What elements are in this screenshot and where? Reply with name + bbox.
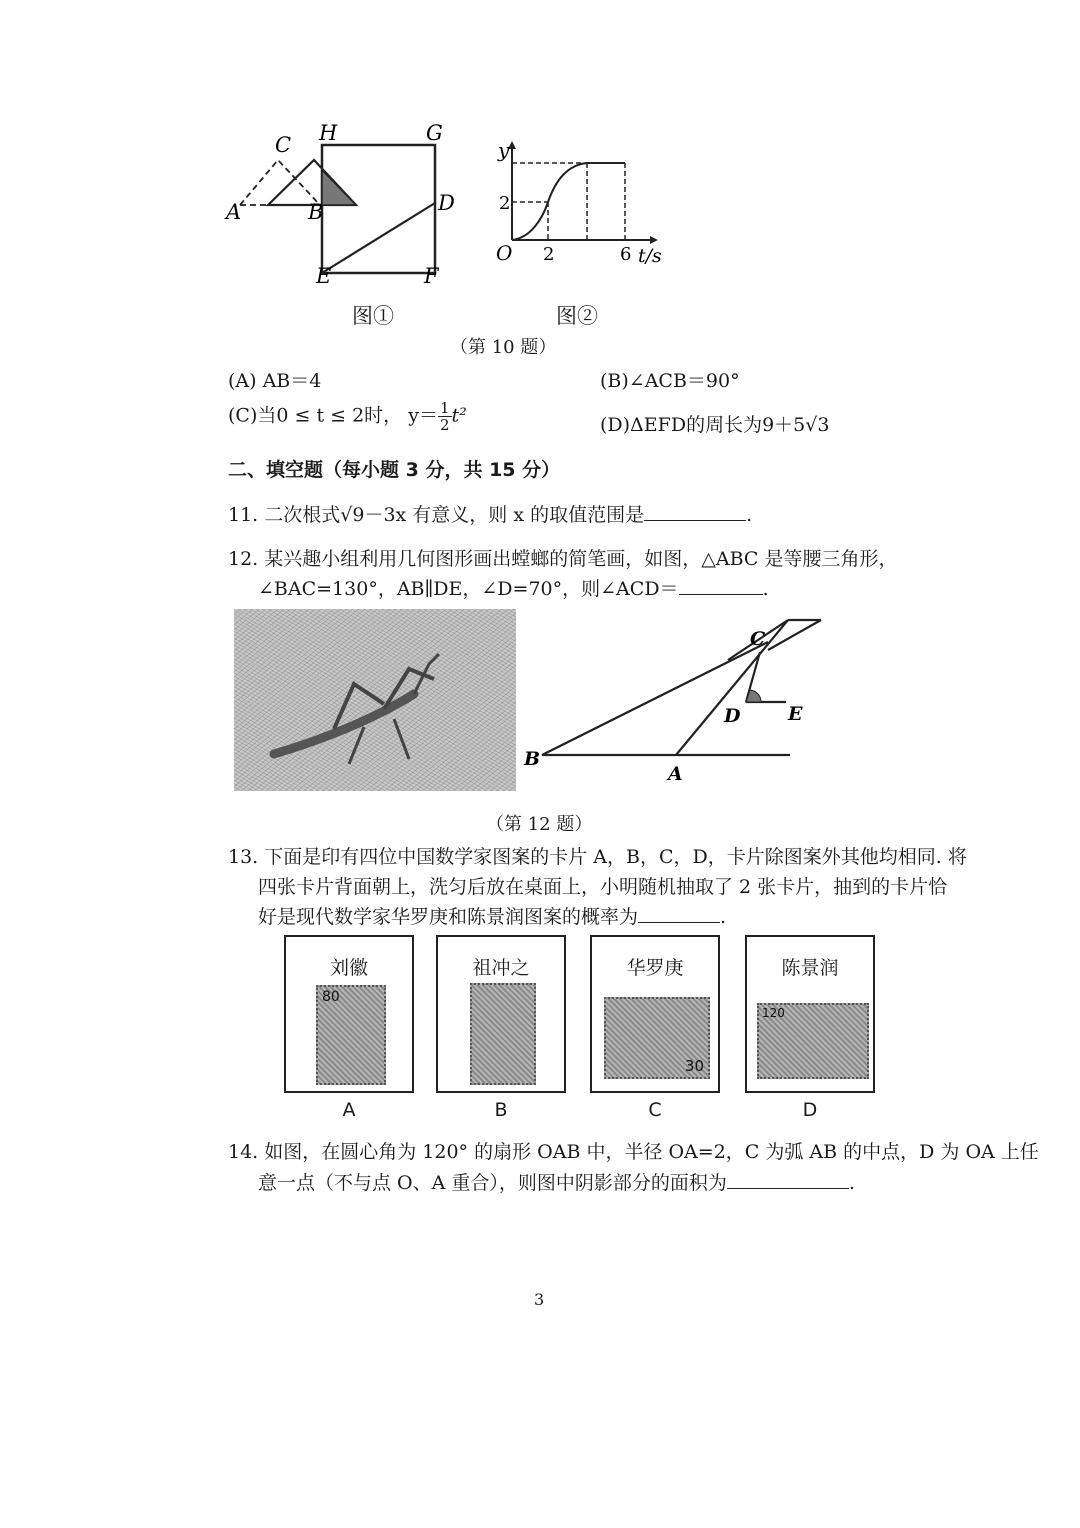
fig1-point-E: E — [316, 264, 332, 288]
mantis-photo — [234, 609, 516, 791]
fig1-point-B: B — [308, 200, 324, 224]
q11-answer-blank[interactable] — [644, 500, 746, 521]
q10-figure-2 — [490, 135, 670, 275]
q13-line3 — [258, 902, 726, 929]
fig1-point-F: F — [424, 264, 439, 288]
card-b-name: 祖冲之 — [472, 957, 530, 979]
q10-option-a: (A) AB＝4 — [228, 370, 322, 392]
q10-figure-1 — [220, 115, 460, 295]
q12-point-A: A — [668, 763, 683, 785]
card-b — [436, 935, 566, 1093]
q10-option-c-den: 2 — [439, 416, 450, 434]
q12-answer-blank[interactable] — [679, 574, 763, 595]
q11 — [228, 500, 752, 527]
q10-option-d: (D)ΔEFD的周长为9＋5√3 — [600, 414, 830, 436]
card-c-stamp — [604, 997, 710, 1079]
card-c — [590, 935, 720, 1093]
q12-line2-text: ∠BAC=130°，AB∥DE，∠D=70°，则∠ACD＝ — [258, 578, 679, 600]
q12-point-D: D — [724, 705, 741, 727]
fig2-tick-y: 2 — [499, 193, 511, 214]
q12-point-E: E — [788, 703, 803, 725]
fig1-point-G: G — [426, 121, 443, 145]
card-d-letter: D — [802, 1099, 818, 1121]
q10-option-c-prefix: (C)当0 ≤ t ≤ 2时， y＝ — [228, 404, 438, 427]
page-number: 3 — [534, 1290, 545, 1309]
q14-end: . — [848, 1172, 855, 1194]
q13-line3-text: 好是现代数学家华罗庚和陈景润图案的概率为 — [258, 906, 639, 928]
q10-option-b: (B)∠ACB＝90° — [600, 370, 740, 392]
q13-line2: 四张卡片背面朝上，洗匀后放在桌面上，小明随机抽取了 2 张卡片，抽到的卡片恰 — [258, 876, 948, 898]
q12-line1: 12. 某兴趣小组利用几何图形画出螳螂的简笔画，如图，△ABC 是等腰三角形， — [228, 548, 898, 570]
fig2-tick-x1: 2 — [543, 244, 555, 265]
card-a-name: 刘徽 — [329, 957, 368, 979]
card-a — [284, 935, 414, 1093]
card-c-name: 华罗庚 — [626, 957, 684, 979]
q10-option-c-num: 1 — [439, 399, 450, 417]
q12-point-C: C — [750, 628, 766, 650]
q10-option-c-suffix: t² — [451, 404, 467, 427]
fig2-axis-y: y — [498, 138, 510, 162]
card-a-stamp-value: 80 — [322, 989, 340, 1005]
q12-point-B: B — [524, 748, 541, 770]
card-c-stamp-value: 30 — [684, 1057, 704, 1075]
fig2-axis-x: t/s — [638, 245, 662, 267]
fig1-label: 图① — [352, 304, 394, 328]
q14-answer-blank[interactable] — [727, 1168, 849, 1189]
q13-line1: 13. 下面是印有四位中国数学家图案的卡片 A，B，C，D，卡片除图案外其他均相同. 将 — [228, 846, 967, 868]
fig2-tick-x2: 6 — [620, 244, 632, 265]
q12-figure — [518, 610, 838, 790]
q12-end: . — [762, 578, 769, 600]
card-b-letter: B — [494, 1099, 508, 1121]
fig2-label: 图② — [556, 304, 598, 328]
q12-line2 — [258, 574, 769, 601]
card-d-stamp-value: 120 — [762, 1006, 785, 1020]
q13-answer-blank[interactable] — [638, 902, 720, 923]
card-d — [745, 935, 875, 1093]
card-a-stamp — [316, 985, 386, 1085]
card-a-letter: A — [342, 1099, 356, 1121]
fig1-point-H: H — [319, 121, 338, 145]
q12-caption: （第 12 题） — [486, 814, 593, 835]
q14-line2 — [258, 1168, 855, 1195]
q10-option-c — [228, 400, 467, 433]
fig2-origin: O — [496, 241, 513, 265]
q11-text: 11. 二次根式√9－3x 有意义，则 x 的取值范围是 — [228, 504, 645, 526]
fig1-point-A: A — [226, 200, 242, 224]
card-c-letter: C — [648, 1099, 662, 1121]
card-d-name: 陈景润 — [781, 957, 839, 979]
card-d-stamp — [757, 1003, 869, 1079]
q14-line1: 14. 如图，在圆心角为 120° 的扇形 OAB 中，半径 OA=2，C 为弧 AB 的中点，D 为 OA 上任 — [228, 1141, 1039, 1163]
q14-line2-text: 意一点（不与点 O、A 重合），则图中阴影部分的面积为 — [258, 1172, 727, 1194]
section2-heading: 二、填空题（每小题 3 分，共 15 分） — [228, 459, 561, 481]
card-b-stamp — [470, 983, 536, 1085]
fig1-point-C: C — [275, 133, 292, 157]
q13-end: . — [720, 906, 727, 928]
fig1-point-D: D — [438, 191, 455, 215]
q10-option-c-fraction — [438, 400, 452, 433]
mantis-sketch-icon — [234, 609, 516, 791]
q10-caption: （第 10 题） — [450, 337, 557, 358]
q11-end: . — [746, 504, 753, 526]
